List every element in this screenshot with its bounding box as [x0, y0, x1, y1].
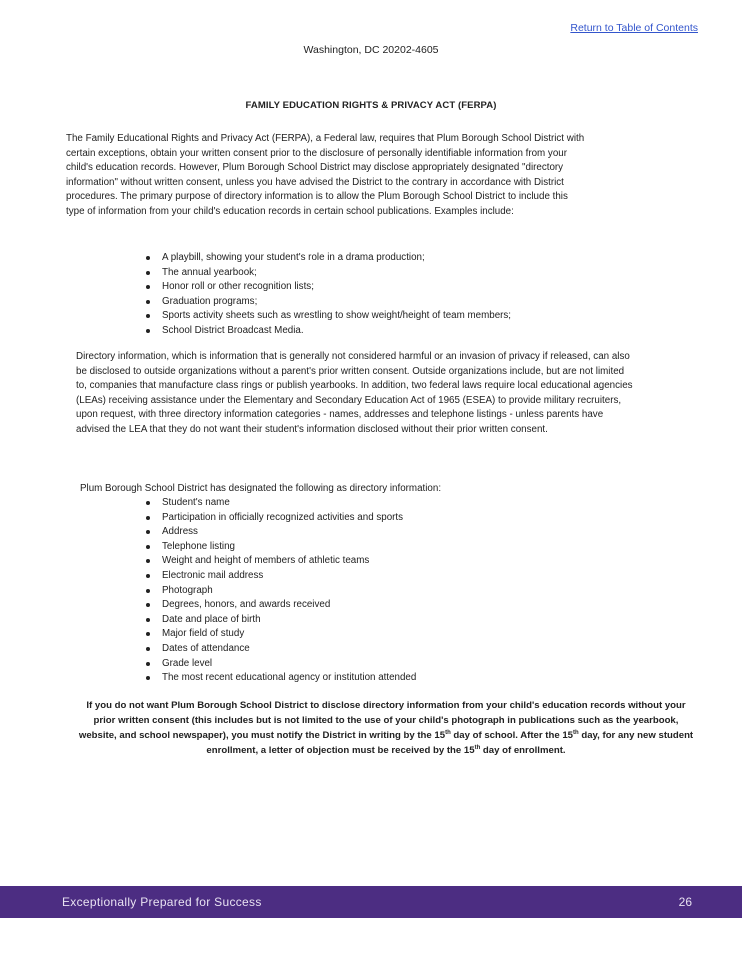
page-number: 26 [678, 895, 692, 909]
list-item: Dates of attendance [142, 642, 562, 657]
section-heading: FAMILY EDUCATION RIGHTS & PRIVACY ACT (FERPA) [245, 100, 497, 111]
list-item: Telephone listing [142, 540, 562, 555]
ordinal-suffix: th [573, 729, 579, 736]
notice-text: If you do not want Plum Borough School District to disclose directory information from your child's education records without your prior written consent (this includes but is not limited to the use of your child's photograph in publications such as the yearbook, website, and school newspaper), you must notify the District in writing by the 15 [78, 700, 686, 741]
ordinal-suffix: th [445, 729, 451, 736]
return-to-toc-link[interactable]: Return to Table of Contents [570, 22, 698, 34]
list-item: Date and place of birth [142, 613, 562, 628]
notice-text: day of enrollment. [480, 745, 566, 756]
footer-tagline: Exceptionally Prepared for Success [62, 895, 262, 909]
list-item: Honor roll or other recognition lists; [142, 280, 622, 295]
ferpa-intro-paragraph: The Family Educational Rights and Privacy Act (FERPA), a Federal law, requires that Plum Borough School District with certain exceptions, obtain your written consent prior to the disclosure of personally identifiable information from your child's education records. However, Plum Borough School District may disclose appropriately designated "directory information" without written consent, unless you have advised the District to the contrary in accordance with District procedures. The primary purpose of directory information is to allow the Plum Borough School District to include this type of information from your child's education records in certain school publications. Examples include: [66, 133, 585, 217]
notice-text: day, for any new student enrollment, a letter of objection must be received by the 15 [206, 730, 694, 756]
list-item: Student's name [142, 496, 562, 511]
examples-list [142, 251, 622, 339]
list-item: A playbill, showing your student's role in a drama production; [142, 251, 622, 266]
list-item: Grade level [142, 657, 562, 672]
list-item: Weight and height of members of athletic teams [142, 554, 562, 569]
directory-info-paragraph: Directory information, which is information that is generally not considered harmful or an invasion of privacy if released, can also be disclosed to outside organizations without a parent's prior written consent. Outside organizations include, but are not limited to, companies that manufacture class rings or publish yearbooks. In addition, two federal laws require local educational agencies (LEAs) receiving assistance under the Elementary and Secondary Education Act of 1965 (ESEA) to provide military recruiters, upon request, with three directory information categories - names, addresses and telephone listings - unless parents have advised the LEA that they do not want their student's information disclosed without their prior written consent. [76, 351, 633, 435]
ordinal-suffix: th [474, 744, 481, 751]
list-item: School District Broadcast Media. [142, 324, 622, 339]
directory-items-list [142, 496, 562, 686]
list-item: Major field of study [142, 627, 562, 642]
opt-out-notice [76, 698, 696, 758]
designated-intro: Plum Borough School District has designated the following as directory information: [80, 483, 442, 494]
list-item: Electronic mail address [142, 569, 562, 584]
list-item: Degrees, honors, and awards received [142, 598, 562, 613]
list-item: Graduation programs; [142, 295, 622, 310]
footer-bar [0, 886, 742, 918]
notice-text: day of school. After the 15 [450, 730, 574, 741]
list-item: The most recent educational agency or institution attended [142, 671, 562, 686]
list-item: Sports activity sheets such as wrestling to show weight/height of team members; [142, 309, 622, 324]
list-item: Participation in officially recognized activities and sports [142, 511, 562, 526]
list-item: Address [142, 525, 562, 540]
list-item: Photograph [142, 584, 562, 599]
mailing-address: Washington, DC 20202-4605 [303, 44, 439, 56]
list-item: The annual yearbook; [142, 266, 622, 281]
